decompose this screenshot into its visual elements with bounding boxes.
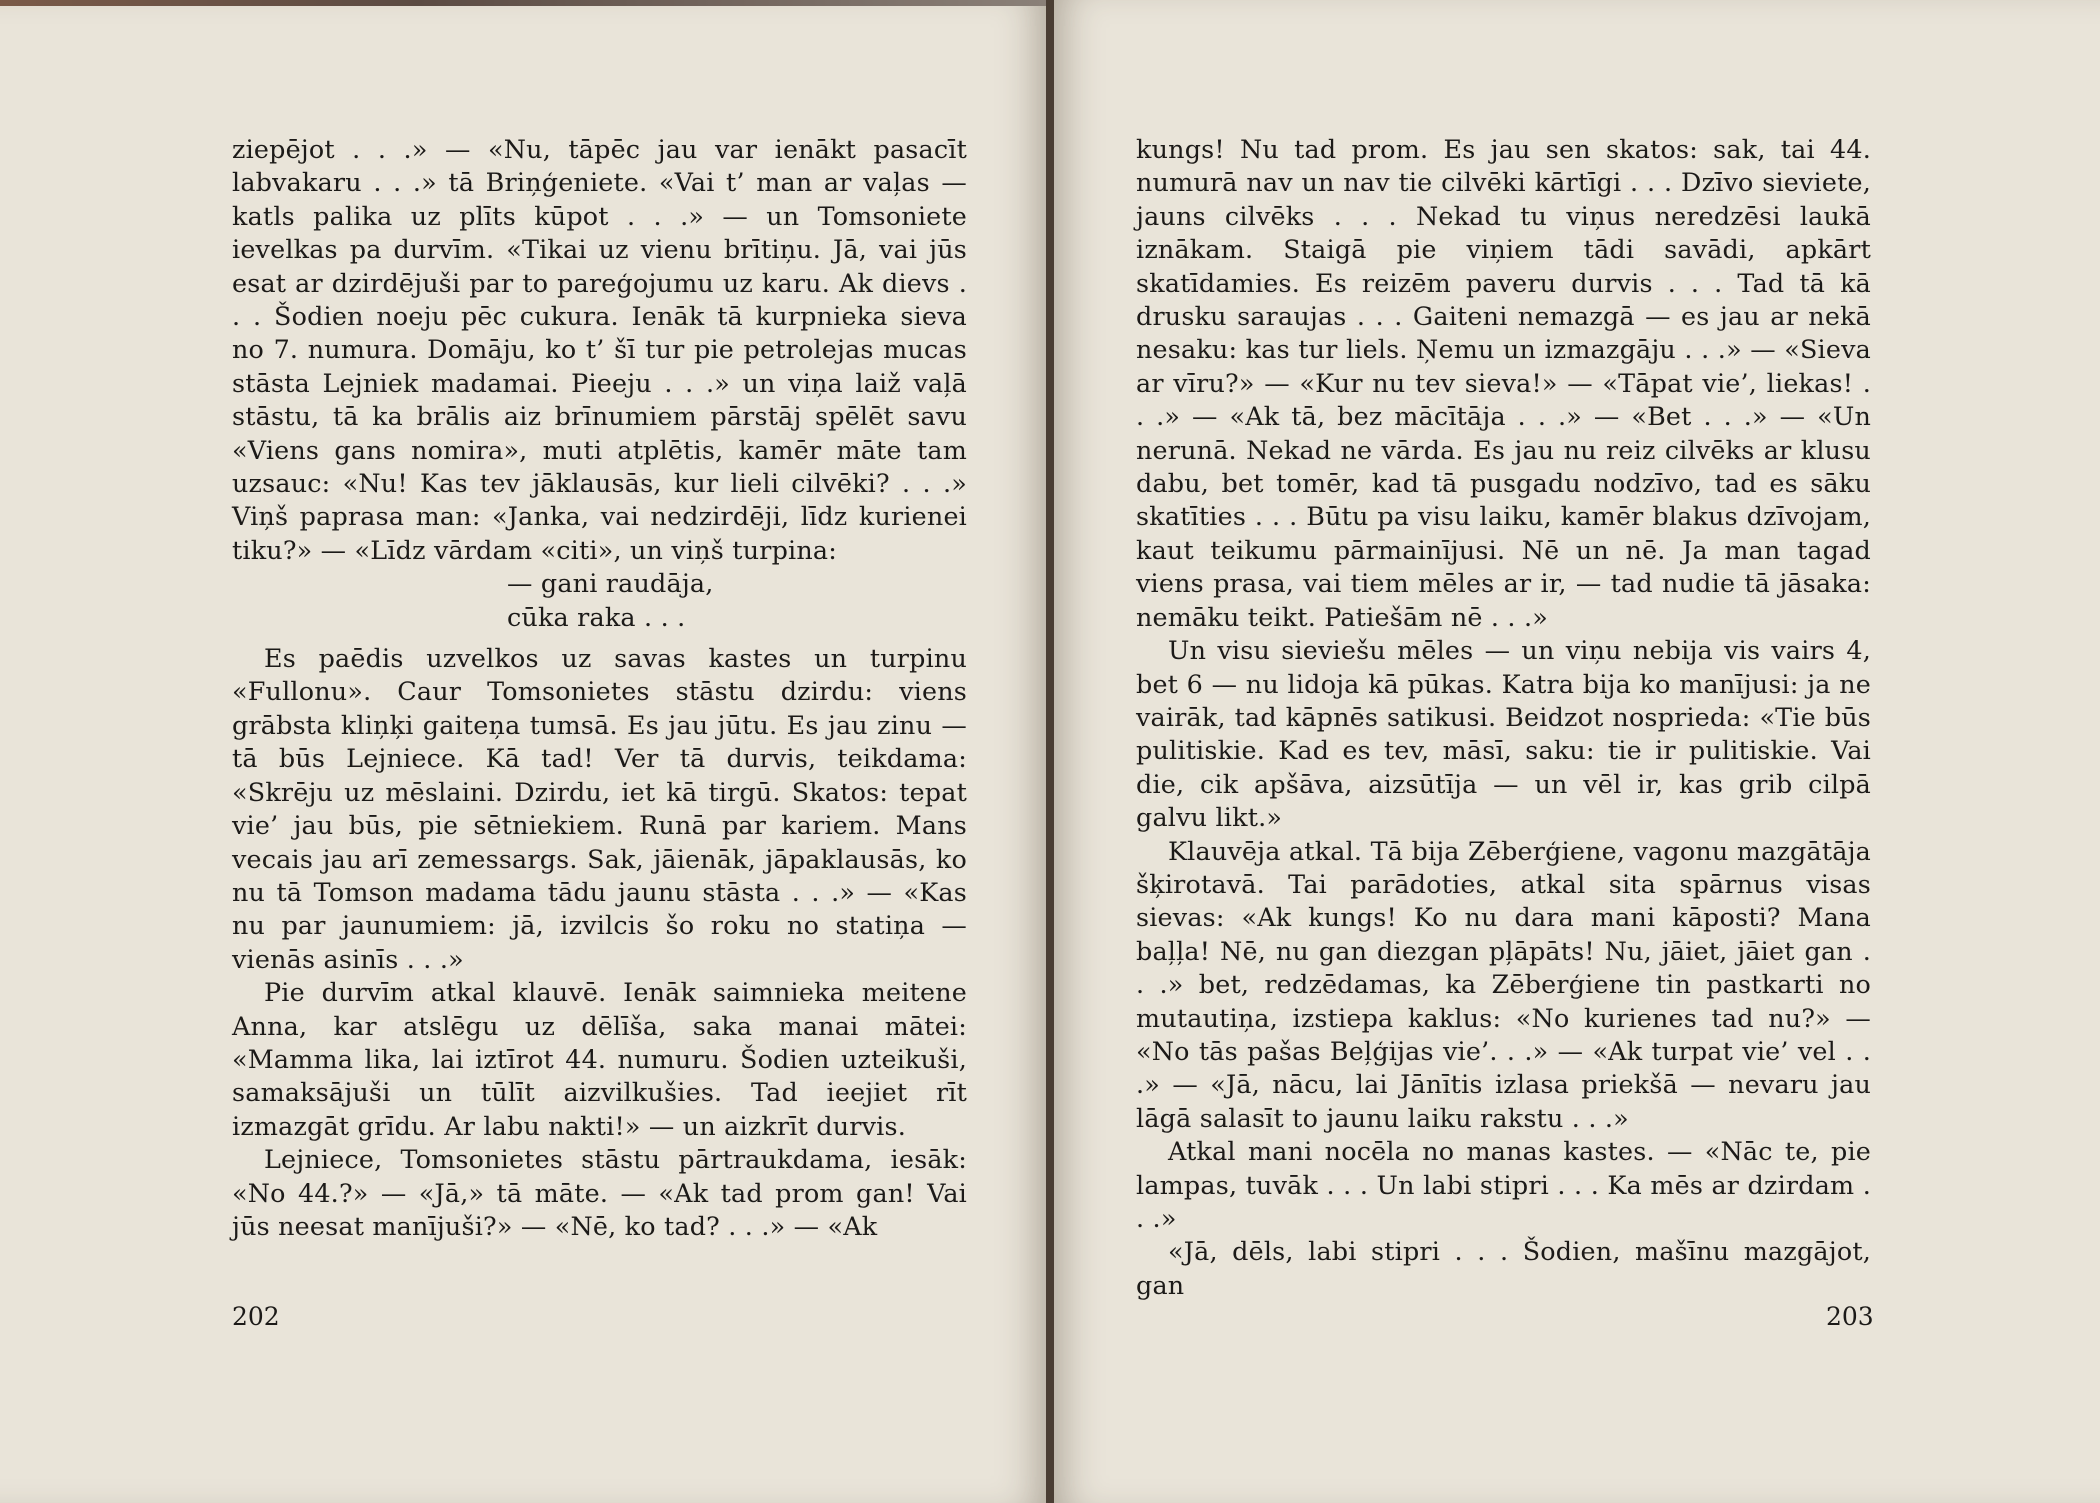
- paragraph: Es paēdis uzvelkos uz savas kastes un turpinu «Fullonu». Caur Tomsonietes stāstu dzirdu: viens grābsta kliņķi gaiteņa tumsā. Es jau jūtu. Es jau zinu — tā būs Lejniece. Kā tad! Ver tā durvis, teikdama: «Skrēju uz mēslaini. Dzirdu, iet kā tirgū. Skatos: tepat vie’ jau būs, pie sētniekiem. Runā par kariem. Mans vecais jau arī zemessargs. Sak, jāienāk, jāpaklausās, ko nu tā Tomson madama tādu jaunu stāsta . . .» — «Kas nu par jaunumiem: jā, izvilcis šo roku no statiņa — vienās asinīs . . .»: [232, 643, 967, 974]
- paragraph: Atkal mani nocēla no manas kastes. — «Nāc te, pie lampas, tuvāk . . . Un labi stipri . . . Ka mēs ar dzirdam . . .»: [1136, 1136, 1871, 1233]
- verse-line: — gani raudāja,: [507, 568, 714, 599]
- paragraph: «Jā, dēls, labi stipri . . . Šodien, mašīnu mazgājot, gan: [1136, 1236, 1871, 1300]
- paragraph: Klauvēja atkal. Tā bija Zēberģiene, vagonu mazgātāja šķirotavā. Tai parādoties, atkal sita spārnus visas sievas: «Ak kungs! Ko nu dara mani kāposti? Mana baļļa! Nē, nu gan diezgan pļāpāts! Nu, jāiet, jāiet gan . . .» bet, redzēdamas, ka Zēberģiene tin pastkarti no mutautiņa, izstiepa kaklus: «No kurienes tad nu?» — «No tās pašas Beļģijas vie’. . .» — «Ak turpat vie’ vel . . .» — «Jā, nācu, lai Jānītis izlasa priekšā — nevaru jau lāgā salasīt to jaunu laiku rakstu . . .»: [1136, 835, 1871, 1133]
- paragraph: Un visu sieviešu mēles — un viņu nebija vis vairs 4, bet 6 — nu lidoja kā pūkas. Katra bija ko manījusi: ja ne vairāk, tad kāpnēs satikusi. Beidzot nosprieda: «Tie būs pulitiskie. Kad es tev, māsī, saku: tie ir pulitiskie. Vai die, cik apšāva, aizsūtīja — un vēl ir, kas grib cilpā galvu likt.»: [1136, 635, 1871, 833]
- verse-block: [232, 567, 967, 634]
- left-page: [0, 0, 1046, 1503]
- page-number: 202: [232, 1302, 280, 1331]
- left-text-block: [232, 133, 967, 1243]
- verse-line: cūka raka . . .: [507, 601, 686, 632]
- page-number: 203: [1826, 1302, 1874, 1331]
- right-text-block: [1136, 133, 1871, 1302]
- paragraph: Lejniece, Tomsonietes stāstu pārtraukdama, iesāk: «No 44.?» — «Jā,» tā māte. — «Ak tad prom gan! Vai jūs neesat manījuši?» — «Nē, ko tad? . . .» — «Ak: [232, 1144, 967, 1241]
- right-page: [1054, 0, 2100, 1503]
- paragraph: kungs! Nu tad prom. Es jau sen skatos: sak, tai 44. numurā nav un nav tie cilvēki kārtīgi . . . Dzīvo sieviete, jauns cilvēks . . . Nekad tu viņus neredzēsi laukā iznākam. Staigā pie viņiem tādi savādi, apkārt skatīdamies. Es reizēm paveru durvis . . . Tad tā kā drusku saraujas . . . Gaiteni nemazgā — es jau ar nekā nesaku: kas tur liels. Ņemu un izmazgāju . . .» — «Sieva ar vīru?» — «Kur nu tev sieva!» — «Tāpat vie’, liekas! . . .» — «Ak tā, bez mācītāja . . .» — «Bet . . .» — «Un nerunā. Nekad ne vārda. Es jau nu reiz cilvēks ar klusu dabu, bet tomēr, kad tā pusgadu nodzīvo, tad es sāku skatīties . . . Būtu pa visu laiku, kamēr blakus dzīvojam, kaut teikumu pārmainījusi. Nē un nē. Ja man tagad viens prasa, vai tiem mēles ar ir, — tad nudie tā jāsaka: nemāku teikt. Patiešām nē . . .»: [1136, 134, 1871, 632]
- paragraph: ziepējot . . .» — «Nu, tāpēc jau var ienākt pasacīt labvakaru . . .» tā Briņģeniete. «Vai t’ man ar vaļas — katls palika uz plīts kūpot . . .» — un Tomsoniete ievelkas pa durvīm. «Tikai uz vienu brītiņu. Jā, vai jūs esat ar dzirdējuši par to pareģojumu uz karu. Ak dievs . . . Šodien noeju pēc cukura. Ienāk tā kurpnieka sieva no 7. numura. Domāju, ko t’ šī tur pie petrolejas mucas stāsta Lejniek madamai. Pieeju . . .» un viņa laiž vaļā stāstu, tā ka brālis aiz brīnumiem pārstāj spēlēt savu «Viens gans nomira», muti atplētis, kamēr māte tam uzsauc: «Nu! Kas tev jāklausās, kur lieli cilvēki? . . .» Viņš paprasa man: «Janka, vai nedzirdēji, līdz kurienei tiku?» — «Līdz vārdam «citi», un viņš turpina:: [232, 134, 967, 565]
- book-gutter: [1046, 0, 1054, 1503]
- page-top-edge: [0, 0, 1046, 6]
- paragraph: Pie durvīm atkal klauvē. Ienāk saimnieka meitene Anna, kar atslēgu uz dēlīša, saka manai mātei: «Mamma lika, lai iztīrot 44. numuru. Šodien uzteikuši, samaksājuši un tūlīt aizvilkušies. Tad ieejiet rīt izmazgāt grīdu. Ar labu nakti!» — un aizkrīt durvis.: [232, 977, 967, 1141]
